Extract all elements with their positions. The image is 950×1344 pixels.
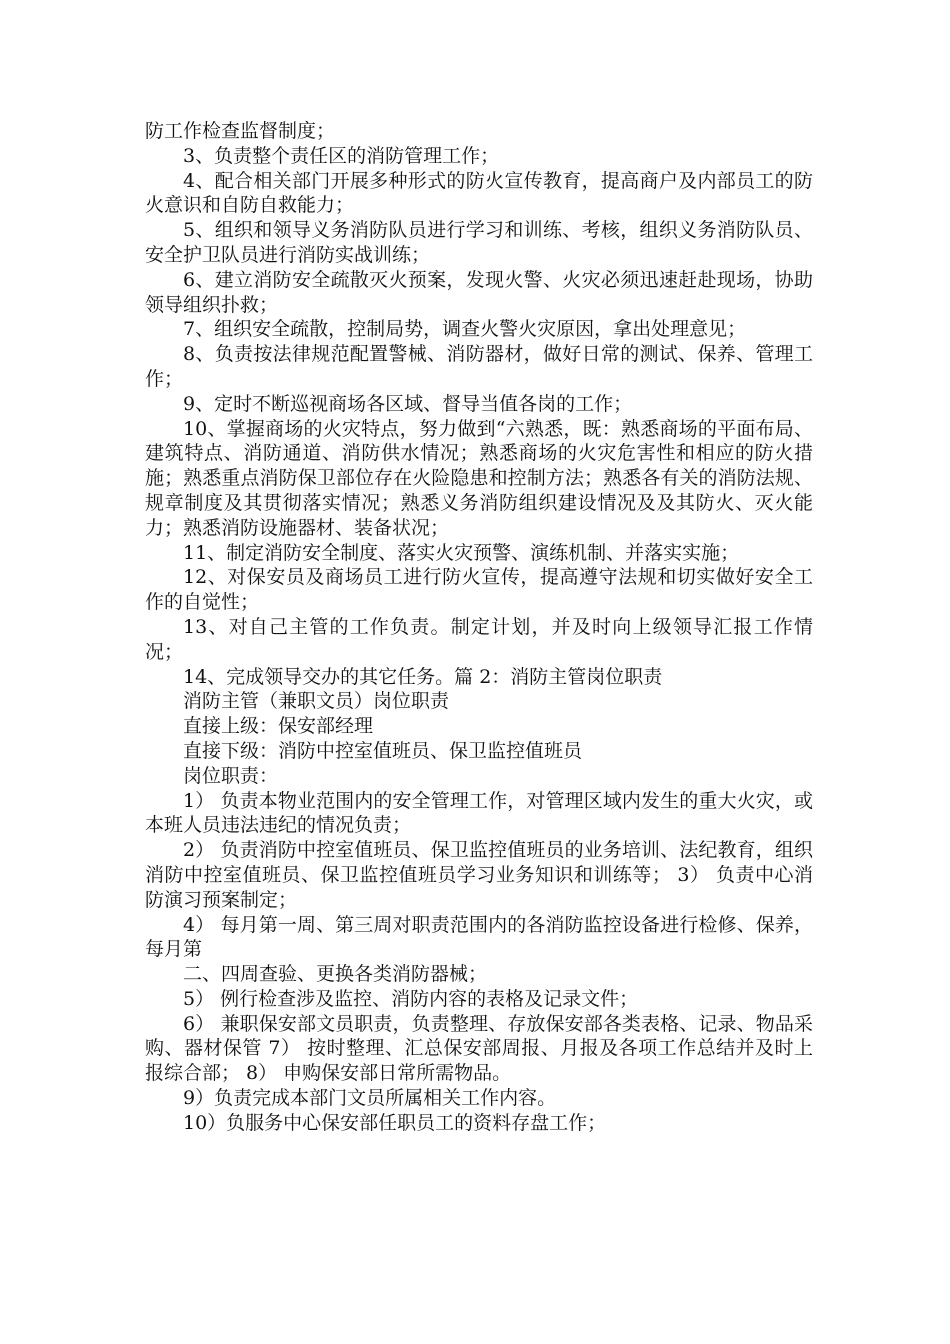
paragraph-item-3: 3、负责整个责任区的消防管理工作；	[183, 144, 500, 167]
paragraph-item-13: 13、对自己主管的工作负责。制定计划，并及时向上级领导汇报工作情况；	[145, 615, 813, 663]
paragraph-continuation: 防工作检查监督制度；	[145, 120, 336, 142]
duty-item-4-continued: 二、四周查验、更换各类消防器械；	[183, 963, 488, 986]
paragraph-item-7: 7、组织安全疏散，控制局势，调查火警火灾原因，拿出处理意见；	[183, 318, 747, 341]
section-title: 消防主管（兼职文员）岗位职责	[183, 690, 450, 713]
paragraph-item-11: 11、制定消防安全制度、落实火灾预警、演练机制、并落实实施；	[183, 541, 740, 564]
paragraph-item-12: 12、对保安员及商场员工进行防火宣传，提高遵守法规和切实做好安全工作的自觉性；	[145, 566, 813, 614]
duty-item-9: 9）负责完成本部门文员所属相关工作内容。	[183, 1087, 557, 1110]
duty-item-2: 2） 负责消防中控室值班员、保卫监控值班员的业务培训、法纪教育，组织消防中控室值班员、保卫监控值班员学习业务知识和训练等； 3） 负责中心消防演习预案制定；	[145, 839, 813, 911]
document-body	[145, 119, 813, 1136]
duty-item-1: 1） 负责本物业范围内的安全管理工作，对管理区域内发生的重大火灾，或本班人员违法违纪的情况负责；	[145, 789, 813, 837]
duty-item-10: 10）负服务中心保安部任职员工的资料存盘工作；	[183, 1111, 607, 1134]
duties-heading: 岗位职责：	[183, 764, 279, 787]
duty-item-4: 4） 每月第一周、第三周对职责范围内的各消防监控设备进行检修、保养，每月第	[145, 913, 813, 961]
direct-subordinates: 直接下级：消防中控室值班员、保卫监控值班员	[183, 739, 583, 762]
paragraph-item-6: 6、建立消防安全疏散灭火预案，发现火警、火灾必须迅速赶赴现场，协助领导组织扑救；	[145, 268, 813, 316]
duty-item-5: 5） 例行检查涉及监控、消防内容的表格及记录文件；	[183, 987, 639, 1010]
paragraph-item-10: 10、掌握商场的火灾特点，努力做到“六熟悉，既：熟悉商场的平面布局、建筑特点、消防通道、消防供水情况；熟悉商场的火灾危害性和相应的防火措施；熟悉重点消防保卫部位存在火险隐患和控制方法；熟悉各有关的消防法规、规章制度及其贯彻落实情况；熟悉义务消防组织建设情况及及其防火、灭火能力；熟悉消防设施器材、装备状况；	[145, 417, 813, 539]
duty-item-6: 6） 兼职保安部文员职责，负责整理、存放保安部各类表格、记录、物品采购、器材保管 7） 按时整理、汇总保安部周报、月报及各项工作总结并及时上报综合部； 8） 申购保安部日常所需物品。	[145, 1012, 813, 1085]
direct-superior: 直接上级：保安部经理	[183, 715, 374, 738]
paragraph-item-8: 8、负责按法律规范配置警械、消防器材，做好日常的测试、保养、管理工作；	[145, 343, 813, 390]
paragraph-item-14: 14、完成领导交办的其它任务。篇 2：消防主管岗位职责	[183, 665, 663, 688]
paragraph-item-5: 5、组织和领导义务消防队员进行学习和训练、考核，组织义务消防队员、安全护卫队员进行消防实战训练；	[145, 219, 813, 266]
paragraph-item-4: 4、配合相关部门开展多种形式的防火宣传教育，提高商户及内部员工的防火意识和自防自救能力；	[145, 169, 813, 217]
paragraph-item-9: 9、定时不断巡视商场各区域、督导当值各岗的工作；	[183, 392, 633, 415]
